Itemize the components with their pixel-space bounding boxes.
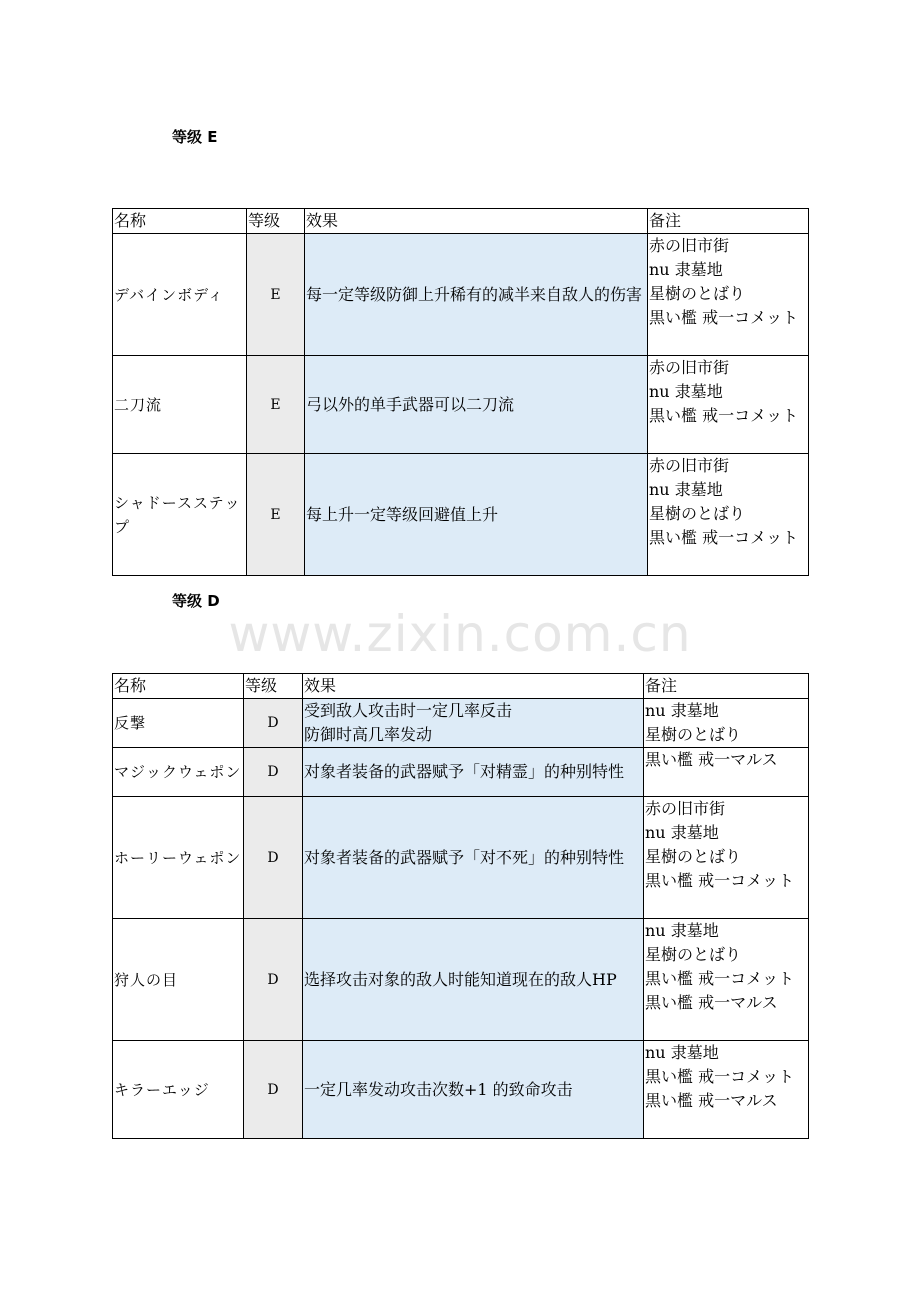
note-line: 星樹のとばり — [649, 504, 746, 523]
note-line: 黒い檻 戒一コメット — [649, 528, 799, 547]
table-header-row — [113, 674, 809, 699]
section-heading-e: 等级 E — [172, 128, 218, 146]
skill-grade: D — [244, 797, 303, 919]
skill-grade: E — [247, 454, 305, 576]
skill-effect: 对象者装备的武器赋予「对不死」的种别特性 — [303, 797, 644, 919]
effect-line: 受到敌人攻击时一定几率反击 — [304, 701, 513, 720]
note-line: 赤の旧市街 — [649, 358, 730, 377]
column-header-effect: 效果 — [303, 674, 644, 699]
skill-grade: D — [244, 1041, 303, 1139]
skill-name: デバインボディ — [113, 234, 247, 356]
skills-table-e — [112, 208, 809, 576]
column-header-notes: 备注 — [644, 674, 809, 699]
skill-grade: E — [247, 234, 305, 356]
skill-grade: D — [244, 919, 303, 1041]
skill-notes — [648, 454, 809, 576]
table-row — [113, 1041, 809, 1139]
skill-name: 反撃 — [113, 699, 244, 748]
table-row — [113, 699, 809, 748]
skill-grade: E — [247, 356, 305, 454]
skill-effect: 弓以外的单手武器可以二刀流 — [305, 356, 648, 454]
note-line: 黒い檻 戒一コメット — [645, 1067, 795, 1086]
note-line: 星樹のとばり — [645, 847, 742, 866]
section-heading-d: 等级 D — [172, 592, 220, 610]
skill-name: 狩人の目 — [113, 919, 244, 1041]
table-row — [113, 748, 809, 797]
column-header-grade: 等级 — [247, 209, 305, 234]
table-row — [113, 919, 809, 1041]
note-line: nu 隶墓地 — [645, 921, 719, 940]
skill-notes — [644, 748, 809, 797]
skill-effect: 一定几率发动攻击次数+1 的致命攻击 — [303, 1041, 644, 1139]
skill-effect: 每一定等级防御上升稀有的减半来自敌人的伤害 — [305, 234, 648, 356]
note-line: nu 隶墓地 — [649, 260, 723, 279]
skill-name: ホーリーウェポン — [113, 797, 244, 919]
note-line: 黒い檻 戒一コメット — [645, 969, 795, 988]
note-line: nu 隶墓地 — [645, 1043, 719, 1062]
note-line: 星樹のとばり — [645, 945, 742, 964]
watermark: www.zixin.com.cn — [228, 605, 692, 663]
skill-effect: 选择攻击对象的敌人时能知道现在的敌人HP — [303, 919, 644, 1041]
skill-effect — [303, 699, 644, 748]
skill-name: マジックウェポン — [113, 748, 244, 797]
skill-name: 二刀流 — [113, 356, 247, 454]
table-row — [113, 356, 809, 454]
note-line: 星樹のとばり — [649, 284, 746, 303]
note-line: nu 隶墓地 — [645, 701, 719, 720]
note-line: nu 隶墓地 — [649, 480, 723, 499]
note-line: 黒い檻 戒一マルス — [645, 750, 778, 769]
note-line: 赤の旧市街 — [645, 799, 726, 818]
column-header-name: 名称 — [113, 674, 244, 699]
skill-notes — [644, 797, 809, 919]
note-line: 黒い檻 戒一コメット — [649, 406, 799, 425]
skills-table-d — [112, 673, 809, 1139]
note-line: 黒い檻 戒一コメット — [645, 871, 795, 890]
skill-notes — [644, 699, 809, 748]
note-line: nu 隶墓地 — [645, 823, 719, 842]
column-header-name: 名称 — [113, 209, 247, 234]
table-row — [113, 454, 809, 576]
column-header-notes: 备注 — [648, 209, 809, 234]
table-row — [113, 234, 809, 356]
note-line: 赤の旧市街 — [649, 456, 730, 475]
note-line: 黒い檻 戒一マルス — [645, 1091, 778, 1110]
skill-effect: 每上升一定等级回避值上升 — [305, 454, 648, 576]
effect-line: 防御时高几率发动 — [304, 725, 433, 744]
note-line: 星樹のとばり — [645, 725, 742, 744]
table-header-row — [113, 209, 809, 234]
note-line: 赤の旧市街 — [649, 236, 730, 255]
skill-effect: 对象者装备的武器赋予「对精霊」的种别特性 — [303, 748, 644, 797]
column-header-grade: 等级 — [244, 674, 303, 699]
skill-grade: D — [244, 748, 303, 797]
skill-notes — [644, 919, 809, 1041]
skill-notes — [648, 234, 809, 356]
skill-notes — [644, 1041, 809, 1139]
skill-notes — [648, 356, 809, 454]
note-line: 黒い檻 戒一コメット — [649, 308, 799, 327]
skill-grade: D — [244, 699, 303, 748]
table-row — [113, 797, 809, 919]
skill-name: キラーエッジ — [113, 1041, 244, 1139]
note-line: 黒い檻 戒一マルス — [645, 993, 778, 1012]
note-line: nu 隶墓地 — [649, 382, 723, 401]
skill-name: シャドースステップ — [113, 454, 247, 576]
column-header-effect: 效果 — [305, 209, 648, 234]
